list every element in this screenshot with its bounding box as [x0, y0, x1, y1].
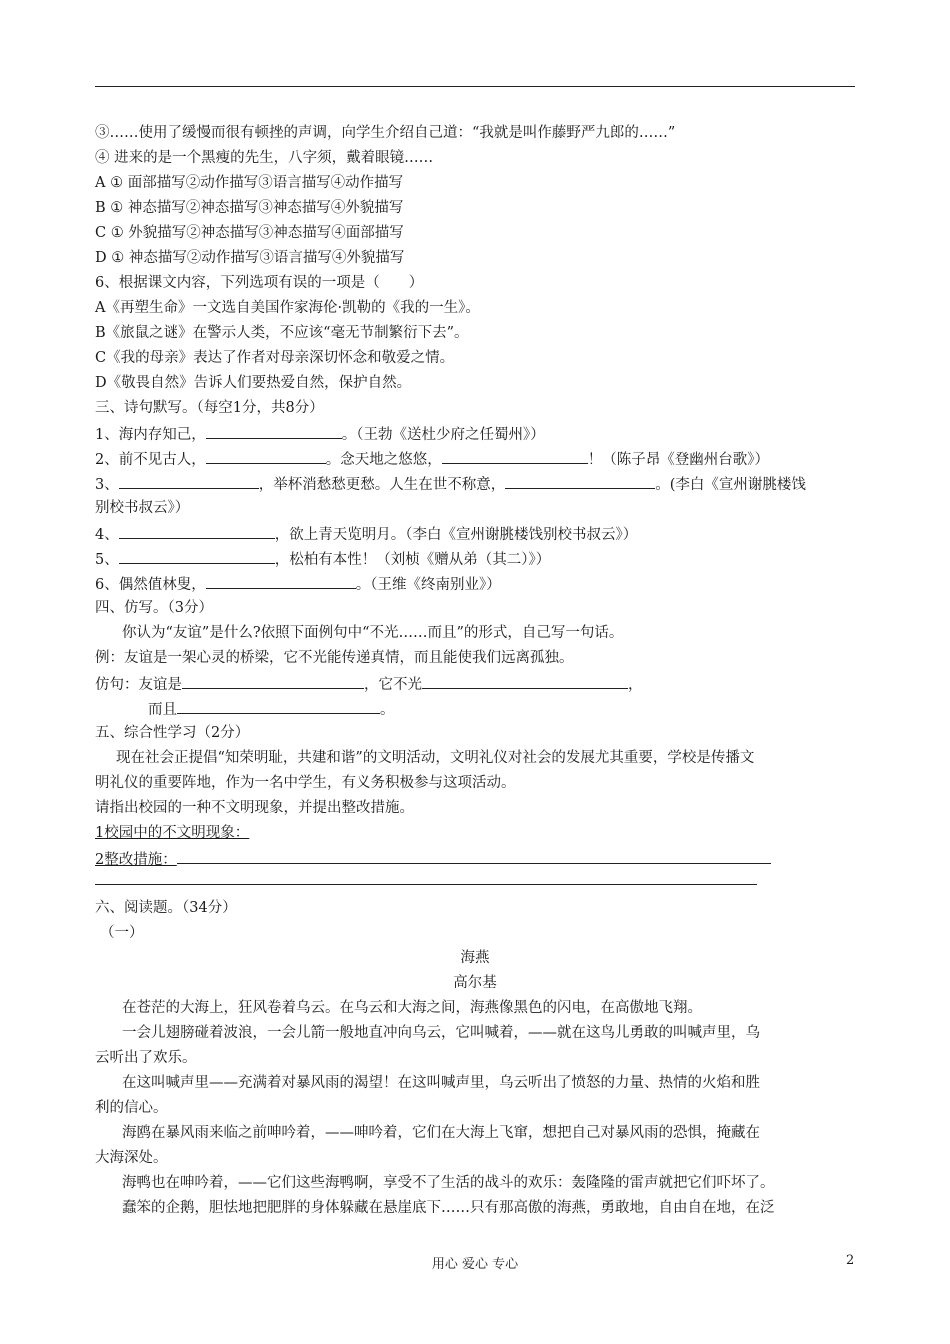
q5-option-a: A ① 面部描写②动作描写③语言描写④动作描写	[95, 175, 404, 191]
section-5-title: 五、综合性学习（2分）	[95, 725, 250, 741]
q5-option-c: C ① 外貌描写②神态描写③神态描写④面部描写	[95, 225, 404, 241]
poetry-line-4: 4、 ，欲上青天览明月。（李白《宣州谢朓楼饯别校书叔云》）	[95, 524, 637, 544]
section-6-title: 六、阅读题。（34分）	[95, 900, 237, 916]
reading-paragraph-2-cont: 云听出了欢乐。	[95, 1050, 197, 1066]
reading-title: 海燕	[460, 950, 490, 966]
poetry-line-1: 1、海内存知己， 。（王勃《送杜少府之任蜀州》）	[95, 424, 545, 444]
reading-subsection: （一）	[100, 925, 144, 941]
answer-blank[interactable]	[182, 674, 364, 689]
reading-paragraph-6: 蠢笨的企鹅，胆怯地把肥胖的身体躲藏在悬崖底下……只有那高傲的海燕，勇敢地，自由自在地，在泛	[122, 1200, 775, 1216]
poetry-line-2: 2、前不见古人， 。念天地之悠悠， ！（陈子昂《登幽州台歌》）	[95, 449, 769, 469]
reading-paragraph-1: 在苍茫的大海上，狂风卷着乌云。在乌云和大海之间，海燕像黑色的闪电，在高傲地飞翔。	[122, 1000, 702, 1016]
answer-blank[interactable]	[505, 474, 655, 489]
poetry-line-3: 3、 ，举杯消愁愁更愁。人生在世不称意， 。(李白《宣州谢朓楼饯	[95, 474, 806, 494]
section-5-paragraph-2: 明礼仪的重要阵地，作为一名中学生，有义务积极参与这项活动。	[95, 775, 516, 791]
answer-label-phenomenon: 1校园中的不文明现象：	[95, 825, 250, 841]
page-number: 2	[846, 1253, 855, 1268]
section-3-title: 三、诗句默写。（每空1分，共8分）	[95, 400, 324, 416]
q6-option-a: A《再塑生命》一文选自美国作家海伦·凯勒的《我的一生》。	[95, 300, 480, 316]
answer-blank[interactable]	[206, 574, 356, 589]
answer-blank[interactable]	[206, 449, 326, 464]
answer-blank-line[interactable]	[95, 884, 757, 885]
answer-line-measures: 2整改措施：	[95, 849, 771, 869]
imitation-answer-line-1: 仿句：友谊是 ，它不光 ，	[95, 674, 643, 694]
answer-blank[interactable]	[119, 524, 275, 539]
reading-paragraph-4-cont: 大海深处。	[95, 1150, 168, 1166]
imitation-answer-line-2: 而且 。	[148, 699, 395, 719]
poetry-line-6: 6、偶然值林叟， 。（王维《终南别业》）	[95, 574, 501, 594]
poetry-line-3-cont: 别校书叔云》）	[95, 500, 190, 516]
header-rule	[95, 86, 855, 87]
q6-stem: 6、根据课文内容，下列选项有误的一项是（ ）	[95, 275, 424, 291]
footer-motto: 用心 爱心 专心	[431, 1257, 519, 1272]
reading-paragraph-5: 海鸭也在呻吟着，——它们这些海鸭啊，享受不了生活的战斗的欢乐：轰隆隆的雷声就把它们吓坏了。	[122, 1175, 775, 1191]
answer-blank[interactable]	[119, 474, 259, 489]
answer-blank[interactable]	[177, 849, 771, 864]
imitation-prompt: 你认为“友谊”是什么?依照下面例句中“不光……而且”的形式，自己写一句话。	[122, 625, 624, 641]
q6-option-b: B《旅鼠之谜》在警示人类，不应该“毫无节制繁衍下去”。	[95, 325, 469, 341]
answer-blank[interactable]	[206, 424, 342, 439]
reading-author: 高尔基	[453, 975, 497, 991]
reading-paragraph-4: 海鸥在暴风雨来临之前呻吟着，——呻吟着，它们在大海上飞窜，想把自己对暴风雨的恐惧，掩藏在	[122, 1125, 760, 1141]
reading-paragraph-2: 一会儿翅膀碰着波浪，一会儿箭一般地直冲向乌云，它叫喊着，——就在这鸟儿勇敢的叫喊声里，乌	[122, 1025, 760, 1041]
answer-blank[interactable]	[422, 674, 628, 689]
poetry-line-5: 5、 ，松柏有本性！（刘桢《赠从弟（其二）》）	[95, 549, 550, 569]
section-5-paragraph-1: 现在社会正提倡“知荣明耻，共建和谐”的文明活动，文明礼仪对社会的发展尤其重要，学校是传播文	[116, 750, 755, 766]
section-5-task: 请指出校园的一种不文明现象，并提出整改措施。	[95, 800, 414, 816]
q6-option-d: D《敬畏自然》告诉人们要热爱自然，保护自然。	[95, 375, 412, 391]
section-4-title: 四、仿写。（3分）	[95, 600, 213, 616]
q5-item-4: ④ 进来的是一个黑瘦的先生，八字须，戴着眼镜……	[95, 150, 434, 166]
answer-blank[interactable]	[442, 449, 588, 464]
q5-item-3: ③……使用了缓慢而很有顿挫的声调，向学生介绍自己道：“我就是叫作藤野严九郎的……”	[95, 125, 676, 141]
q5-option-d: D ① 神态描写②动作描写③语言描写④外貌描写	[95, 250, 405, 266]
answer-blank[interactable]	[177, 699, 380, 714]
q5-option-b: B ① 神态描写②神态描写③神态描写④外貌描写	[95, 200, 404, 216]
imitation-example: 例：友谊是一架心灵的桥梁，它不光能传递真情，而且能使我们远离孤独。	[95, 650, 574, 666]
q6-option-c: C《我的母亲》表达了作者对母亲深切怀念和敬爱之情。	[95, 350, 455, 366]
answer-blank[interactable]	[119, 549, 275, 564]
reading-paragraph-3-cont: 利的信心。	[95, 1100, 168, 1116]
reading-paragraph-3: 在这叫喊声里——充满着对暴风雨的渴望！在这叫喊声里，乌云听出了愤怒的力量、热情的火焰和胜	[122, 1075, 760, 1091]
